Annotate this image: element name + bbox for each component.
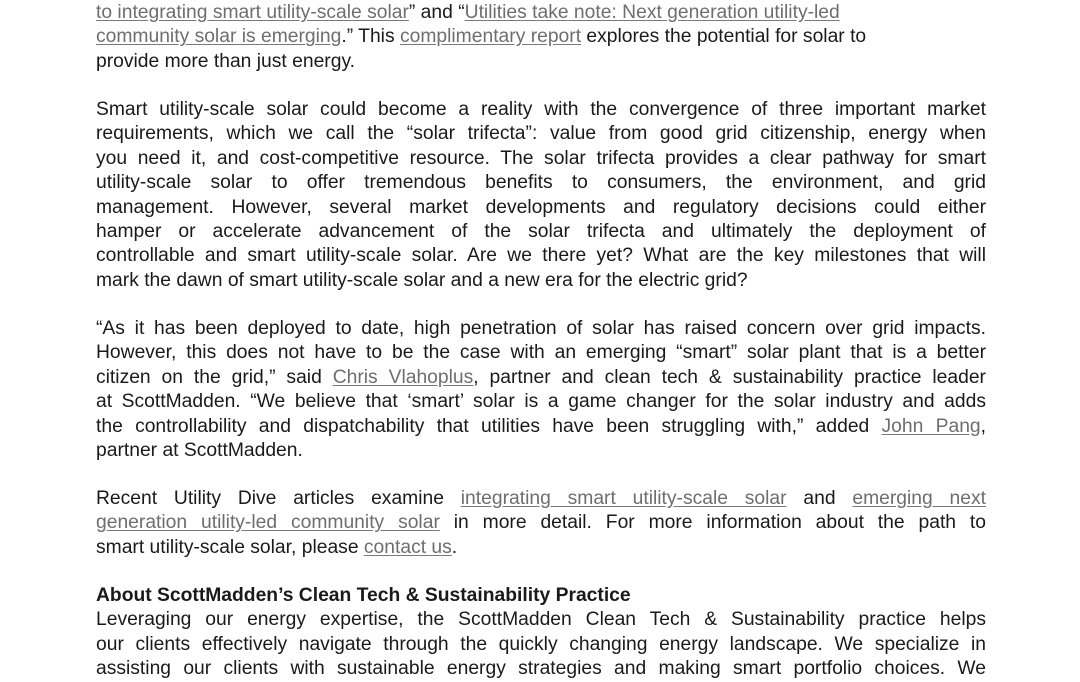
- text-line: Smart utility-scale solar could become a reality with the convergence of three important market: [96, 99, 986, 120]
- intro-line-1: [96, 1, 986, 25]
- text-line: you need it, and cost-competitive resource. The solar trifecta provides a clear pathway for smart: [96, 147, 986, 169]
- text-line: [96, 487, 986, 511]
- text-line: “As it has been deployed to date, high penetration of solar has raised concern over grid impacts.: [96, 318, 986, 339]
- solar-trifecta-paragraph: [96, 98, 986, 293]
- text-line: Leveraging our energy expertise, the ScottMadden Clean Tech & Sustainability practice helps: [96, 609, 986, 631]
- text-fragment: the controllability and dispatchability that utilities have been struggling with,” added: [96, 415, 882, 437]
- text-fragment: in more detail. For more information about the path to: [439, 512, 986, 534]
- text-line: [96, 511, 986, 535]
- text-fragment: smart utility-scale solar, please: [96, 536, 364, 558]
- text-line: [96, 536, 986, 560]
- link-emerging-next-generation[interactable]: emerging next: [852, 488, 986, 509]
- text-line: controllable and smart utility-scale solar. Are we there yet? What are the key milestones that will: [96, 245, 986, 267]
- link-john-pang[interactable]: John Pang: [881, 415, 981, 437]
- text-line: hamper or accelerate advancement of the solar trifecta and ultimately the deployment of: [96, 221, 986, 243]
- text-line: utility-scale solar to offer tremendous benefits to consumers, the environment, and grid: [96, 172, 986, 194]
- link-chris-vlahoplus[interactable]: Chris Vlahoplus: [332, 366, 474, 388]
- utility-dive-paragraph: [96, 487, 986, 560]
- text-fragment: ” and “: [408, 2, 465, 23]
- text-fragment: .: [451, 536, 458, 558]
- text-fragment: , partner and clean tech & sustainability practice leader: [473, 366, 986, 388]
- text-line: at ScottMadden. “We believe that ‘smart’ solar is a game changer for the solar industry and adds: [96, 391, 986, 413]
- text-line: mark the dawn of smart utility-scale solar and a new era for the electric grid?: [96, 269, 748, 291]
- link-integrating-smart-utility-scale-solar[interactable]: integrating smart utility-scale solar: [460, 488, 787, 509]
- quote-paragraph: [96, 317, 986, 463]
- link-utilities-take-note-cont[interactable]: community solar is emerging: [96, 26, 342, 48]
- text-fragment: and: [786, 488, 853, 509]
- text-fragment: explores the potential for solar to: [581, 26, 867, 48]
- intro-line-2: [96, 25, 986, 49]
- about-section: [96, 584, 986, 682]
- text-line: requirements, which we call the “solar trifecta”: value from good grid citizenship, energy when: [96, 123, 986, 145]
- text-fragment: Recent Utility Dive articles examine: [96, 488, 461, 509]
- text-line: [96, 366, 986, 390]
- link-complimentary-report[interactable]: complimentary report: [399, 26, 582, 48]
- text-fragment: .” This: [341, 26, 400, 48]
- intro-line-3: provide more than just energy.: [96, 50, 356, 72]
- link-utilities-take-note[interactable]: Utilities take note: Next generation utility-led: [464, 2, 840, 23]
- link-emerging-next-generation-cont[interactable]: generation utility-led community solar: [96, 512, 440, 534]
- text-fragment: citizen on the grid,” said: [96, 366, 333, 388]
- about-heading: About ScottMadden’s Clean Tech & Sustainability Practice: [96, 585, 631, 606]
- text-line: our clients effectively navigate through the quickly changing energy landscape. We specialize in: [96, 633, 986, 655]
- link-integrating-smart-solar[interactable]: to integrating smart utility-scale solar: [96, 2, 409, 23]
- link-contact-us[interactable]: contact us: [363, 536, 452, 558]
- text-line: management. However, several market developments and regulatory decisions could either: [96, 196, 986, 218]
- text-line: assisting our clients with sustainable energy strategies and making smart portfolio choices. We: [96, 658, 986, 680]
- text-line: partner at ScottMadden.: [96, 440, 303, 462]
- text-line: However, this does not have to be the case with an emerging “smart” solar plant that is a better: [96, 342, 986, 364]
- intro-paragraph: [96, 1, 986, 74]
- text-fragment: ,: [980, 415, 986, 437]
- text-line: [96, 415, 986, 439]
